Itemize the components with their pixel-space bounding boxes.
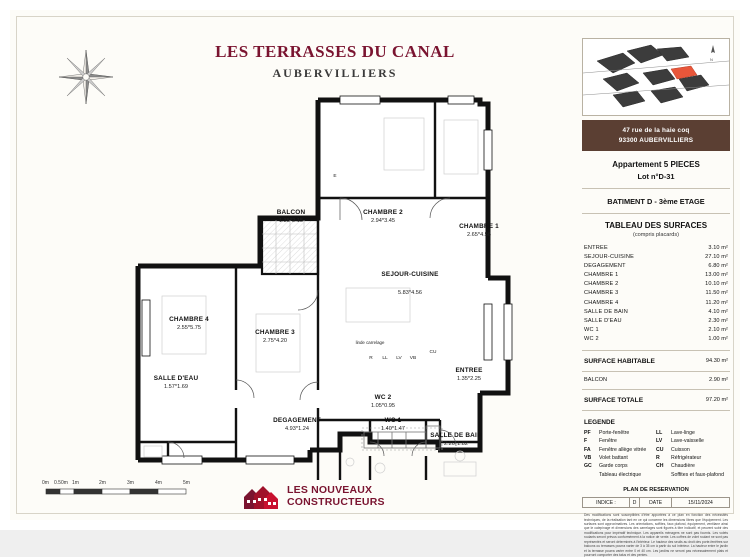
building-floor: BATIMENT D - 3ème ETAGE xyxy=(607,197,705,207)
divider xyxy=(582,389,730,390)
legend-item: Soffites et faux-plafond xyxy=(671,471,724,478)
surface-table-subtitle: (compris placards) xyxy=(632,232,679,239)
room-label: CHAMBRE 3 2.75*4.20 xyxy=(255,329,295,345)
table-row: ENTREE 3.10 m² xyxy=(584,245,728,252)
room-label: CHAMBRE 4 2.55*5.75 xyxy=(169,316,209,332)
plan-annotation: LV xyxy=(396,356,402,361)
legend-item: VB Volet battant xyxy=(584,455,628,461)
company-logo xyxy=(242,476,412,516)
title-block xyxy=(185,42,485,81)
index-label: INDICE : xyxy=(583,498,630,508)
legend-title: LEGENDE xyxy=(584,418,615,426)
room-label: ENTREE 1.35*2.25 xyxy=(455,367,483,383)
table-row: SEJOUR-CUISINE 27.10 m² xyxy=(584,254,728,261)
plan-reservation-title: PLAN DE RESERVATION xyxy=(623,487,689,494)
total-row: SURFACE TOTALE 97.20 m² xyxy=(584,396,728,404)
divider xyxy=(582,188,730,189)
houses-icon xyxy=(242,481,280,511)
page-title: LES TERRASSES DU CANAL xyxy=(215,42,455,61)
address-bar xyxy=(582,120,730,151)
scale-bar xyxy=(42,480,222,502)
logo-line-1: LES NOUVEAUX xyxy=(287,483,373,496)
plan-annotation: VB xyxy=(409,356,417,361)
divider xyxy=(582,410,730,411)
legend-item: GC Garde corps xyxy=(584,463,628,470)
table-row: CHAMBRE 2 10.10 m² xyxy=(584,281,728,288)
info-panel xyxy=(582,38,730,557)
scale-tick: 1m xyxy=(72,480,79,486)
disclaimer-text: Des modifications sont susceptibles d'être apportées à ce plan en fonction des nécessités techniques, de la réalisation tant en ce qui concerne les dimensions libres que l'équipement. Les surfaces sont approximatives. Les orientations, soffites, faux plafond, équipement, ventilane ainsi que le calepinage et dimensions des carrelages sont figurés à titre indicatif, et peuvent subir des modifications pour impératif technique. Les appareils ménagers ne sont pas fournis. Les volets roulants seront prévus conformément à la notice de vente. Les coffres de volet roulant ne sont pas représentés et seront déterminés à l'intérieur. Le hauteur des seuils au droit des porte-fenêtres sur balcons ou terrasses pourra varier de 3 à 35 cm à partir du sol intérieur. La hauteur entre le jardin et la terrasse pourra varier entre 0 et 40 cm. Les jardins ne seront pas nécessairement plats et pourront comporter des talus et des pentes. xyxy=(584,513,728,557)
logo-line-2: CONSTRUCTEURS xyxy=(287,496,385,508)
plan-annotation: E xyxy=(333,174,337,179)
table-row: SALLE DE BAIN 4.10 m² xyxy=(584,308,728,315)
plan-annotation: linde carrelage xyxy=(355,340,385,345)
scale-tick: 5m xyxy=(183,480,190,486)
plan-annotation: CU xyxy=(429,350,437,355)
divider xyxy=(582,350,730,351)
table-row: SALLE D'EAU 2.30 m² xyxy=(584,317,728,324)
site-plan-thumbnail xyxy=(582,38,730,116)
table-row: CHAMBRE 1 13.00 m² xyxy=(584,272,728,279)
divider xyxy=(582,371,730,372)
date-value: 15/11/2024 xyxy=(671,498,729,508)
room-label: SALLE D'EAU 1.57*1.69 xyxy=(153,375,199,391)
room-label: SALLE DE BAIN 2.20*1.82 xyxy=(430,432,482,448)
scale-tick: 4m xyxy=(155,480,162,486)
table-row: DEGAGEMENT 6.80 m² xyxy=(584,263,728,270)
legend-item: F Fenêtre xyxy=(584,438,617,445)
balcon-row: BALCON 2.90 m² xyxy=(584,376,728,383)
room-label: WC 1 1.40*1.47 xyxy=(381,417,405,433)
legend-column-right xyxy=(656,429,728,480)
address-line-2: 93300 AUBERVILLIERS xyxy=(618,136,694,144)
legend-item: Tableau électrique xyxy=(599,471,642,478)
legend-item: R Réfrigérateur xyxy=(656,455,702,461)
date-label: DATE xyxy=(640,498,672,508)
legend-item: CU Cuisson xyxy=(656,446,690,453)
scale-tick: 0m xyxy=(42,480,49,486)
legend-item: PF Porte-fenêtre xyxy=(584,429,630,436)
legend-item: LL Lave-linge xyxy=(656,429,695,436)
divider xyxy=(582,213,730,214)
surface-table-title: TABLEAU DES SURFACES xyxy=(604,221,708,231)
habitable-row: SURFACE HABITABLE 94.30 m² xyxy=(584,357,728,365)
room-label: BALCON 1.35*2.15 xyxy=(276,209,306,225)
room-label: SEJOUR-CUISINE 5.83*4.56 xyxy=(381,271,439,297)
apartment-title: Appartement 5 PIECES xyxy=(612,160,700,170)
legend-item: CH Chaudière xyxy=(656,463,695,470)
room-label: WC 2 1.05*0.95 xyxy=(371,394,395,410)
legend xyxy=(582,429,730,480)
room-label: CHAMBRE 1 2.65*4.56 xyxy=(459,223,499,239)
table-row xyxy=(583,498,730,508)
plan-annotation: R xyxy=(369,356,373,361)
legend-column-left xyxy=(584,429,656,480)
table-row: CHAMBRE 3 11.50 m² xyxy=(584,290,728,297)
address-line-1: 47 rue de la haie coq xyxy=(622,127,690,134)
surface-table xyxy=(582,244,730,344)
index-table xyxy=(582,497,730,508)
legend-item: FA Fenêtre allège vitrée xyxy=(584,446,647,453)
table-row: WC 2 1.00 m² xyxy=(584,335,728,342)
scale-tick: 0.50m xyxy=(54,480,68,486)
table-row: WC 1 2.10 m² xyxy=(584,326,728,333)
svg-text:N: N xyxy=(710,57,713,62)
index-value: D xyxy=(629,498,639,508)
legend-item: LV Lave-vaisselle xyxy=(656,438,704,445)
page-subtitle: AUBERVILLIERS xyxy=(272,66,398,80)
table-row: CHAMBRE 4 11.20 m² xyxy=(584,299,728,306)
lot-number: Lot n°D-31 xyxy=(637,172,675,182)
plan-annotation: LL xyxy=(382,356,388,361)
floor-plan xyxy=(40,90,560,480)
scale-tick: 2m xyxy=(99,480,106,486)
room-label: DEGAGEMENT 4.93*1.24 xyxy=(273,417,321,433)
scale-tick: 3m xyxy=(127,480,134,486)
room-label: CHAMBRE 2 2.94*3.45 xyxy=(363,209,403,225)
